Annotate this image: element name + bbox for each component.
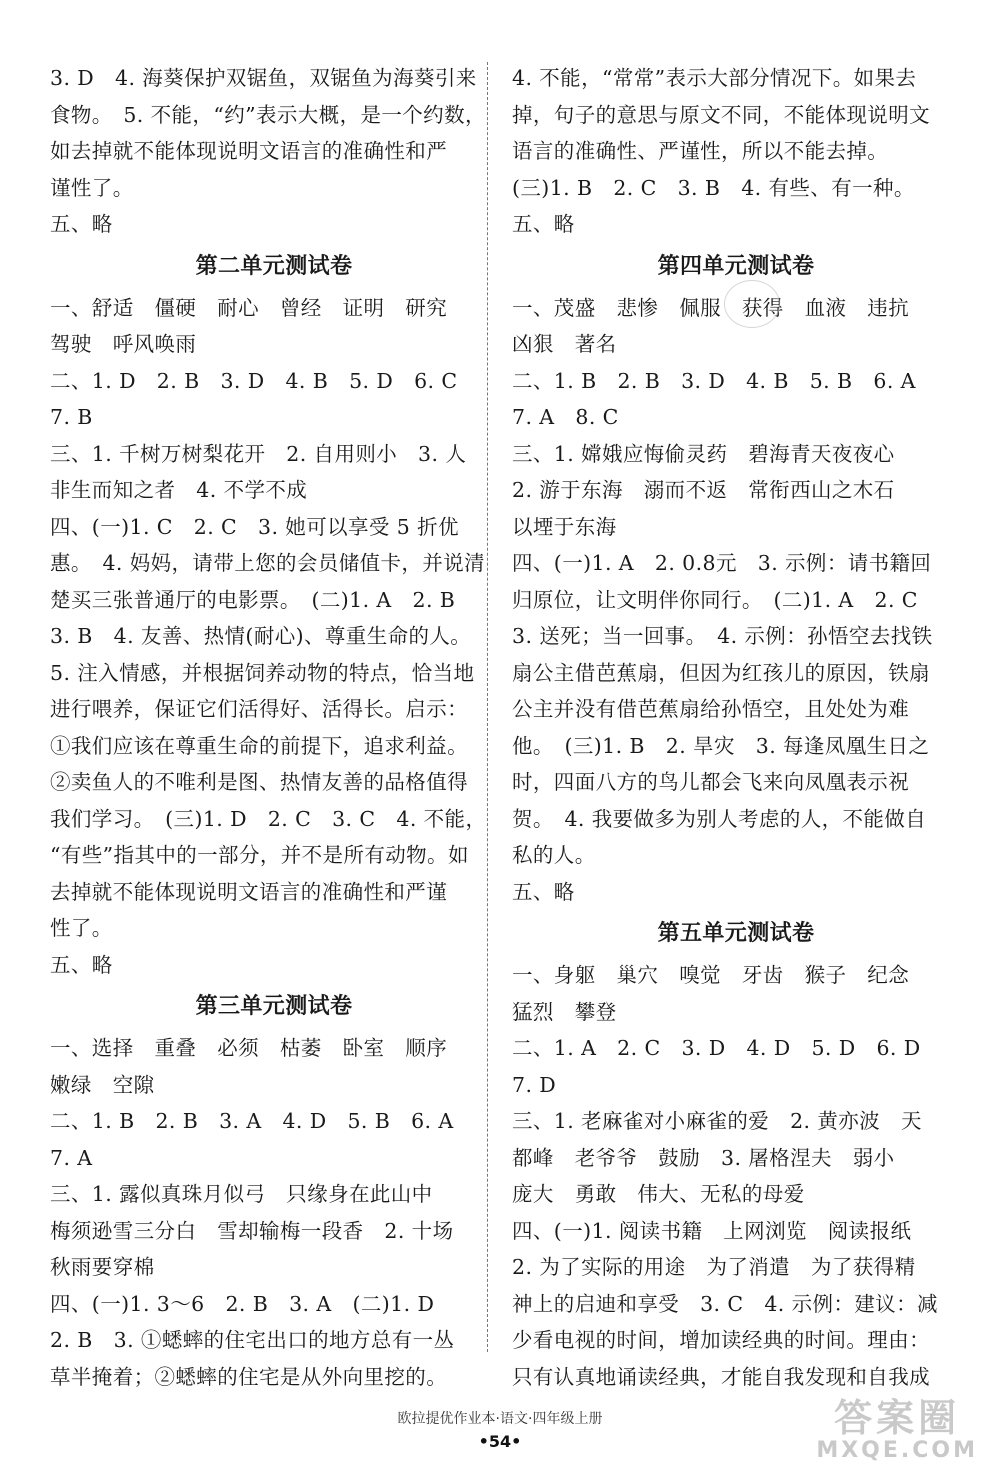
watermark-text: 答案圈 — [834, 1396, 961, 1440]
answer-line: 食物。 5. 不能，“约”表示大概，是一个约数， — [50, 102, 486, 127]
watermark-url: MXQE.COM — [816, 1438, 978, 1463]
answer-line: 二、1. A 2. C 3. D 4. D 5. D 6. D — [512, 1036, 921, 1060]
footer-book-info: 欧拉提优作业本·语文·四年级上册 — [397, 1411, 603, 1427]
seal-stamp — [724, 280, 780, 328]
answer-line: 一、舒适 僵硬 耐心 曾经 证明 研究 — [50, 295, 448, 320]
answer-line: 4. 不能，“常常”表示大部分情况下。如果去 — [512, 66, 917, 90]
answer-line: 他。 (三)1. B 2. 旱灾 3. 每逢凤凰生日之 — [512, 733, 930, 758]
answer-line: 3. B 4. 友善、热情(耐心)、尊重生命的人。 — [50, 624, 472, 648]
answer-line: 一、茂盛 悲惨 佩服 获得 血液 违抗 — [512, 295, 910, 320]
answer-line: 二、1. B 2. B 3. A 4. D 5. B 6. A — [50, 1109, 454, 1133]
answer-line: 四、(一)1. A 2. 0.8元 3. 示例：请书籍回 — [512, 551, 932, 575]
answer-line: 二、1. B 2. B 3. D 4. B 5. B 6. A — [512, 368, 916, 393]
answer-line: 四、(一)1. C 2. C 3. 她可以享受 5 折优 — [50, 514, 459, 539]
answer-line: 五、略 — [512, 879, 575, 904]
answer-line: 我们学习。 (三)1. D 2. C 3. C 4. 不能， — [50, 806, 487, 831]
answer-line: 三、1. 嫦娥应悔偷灵药 碧海青天夜夜心 — [512, 441, 895, 466]
answer-line: 谨性了。 — [50, 175, 134, 200]
answer-line: 少看电视的时间，增加读经典的时间。理由： — [512, 1328, 930, 1352]
answer-line: 7. D — [512, 1072, 557, 1097]
answer-line: 3. D 4. 海葵保护双锯鱼，双锯鱼为海葵引来 — [50, 66, 477, 90]
column-divider — [487, 62, 488, 1352]
answer-line: 四、(一)1. 阅读书籍 上网浏览 阅读报纸 — [512, 1218, 912, 1243]
left-column — [50, 60, 498, 1395]
answer-line: 私的人。 — [512, 843, 596, 867]
answer-line: 草半掩着；②蟋蟀的住宅是从外向里挖的。 — [50, 1364, 448, 1389]
answer-line: 2. 为了实际的用途 为了消遣 为了获得精 — [512, 1255, 916, 1279]
answer-line: 三、1. 千树万树梨花开 2. 自用则小 3. 人 — [50, 441, 467, 466]
answer-line: 去掉就不能体现说明文语言的准确性和严谨 — [50, 879, 448, 904]
answer-line: 3. 送死；当一回事。 4. 示例：孙悟空去找铁 — [512, 624, 933, 648]
watermark-logo — [816, 1398, 978, 1463]
answer-line: 五、略 — [512, 212, 575, 236]
answer-line: 语言的准确性、严谨性，所以不能去掉。 — [512, 139, 889, 163]
section-title: 第二单元测试卷 — [195, 252, 353, 279]
answer-line: 7. A 8. C — [512, 405, 619, 429]
answer-line: 2. B 3. ①蟋蟀的住宅出口的地方总有一丛 — [50, 1328, 455, 1352]
answer-line: 非生而知之者 4. 不学不成 — [50, 478, 308, 502]
answer-line: 时，四面八方的鸟儿都会飞来向凤凰表示祝 — [512, 770, 910, 794]
answer-line: “有些”指其中的一部分，并不是所有动物。如 — [50, 843, 469, 867]
answer-line: 三、1. 露似真珠月似弓 只缘身在此山中 — [50, 1182, 433, 1206]
answer-line: 7. B — [50, 405, 93, 429]
answer-line: 二、1. D 2. B 3. D 4. B 5. D 6. C — [50, 368, 458, 393]
answer-line: 神上的启迪和享受 3. C 4. 示例：建议：减 — [512, 1291, 938, 1316]
answer-line: 梅须逊雪三分白 雪却输梅一段香 2. 十场 — [50, 1218, 454, 1243]
answer-line: 5. 注入情感，并根据饲养动物的特点，恰当地 — [50, 660, 475, 685]
answer-line: 7. A — [50, 1145, 93, 1170]
answer-line: 五、略 — [50, 212, 113, 236]
answer-line: 驾驶 呼风唤雨 — [50, 332, 197, 356]
answer-line: 公主并没有借芭蕉扇给孙悟空，且处处为难 — [512, 697, 910, 721]
answer-line: 猛烈 攀登 — [512, 999, 617, 1024]
answer-line: 一、选择 重叠 必须 枯萎 卧室 顺序 — [50, 1036, 448, 1060]
answer-line: 只有认真地诵读经典，才能自我发现和自我成 — [512, 1364, 930, 1389]
answer-line: ①我们应该在尊重生命的前提下，追求利益。 — [50, 733, 468, 758]
answer-line: (三)1. B 2. C 3. B 4. 有些、有一种。 — [512, 175, 915, 200]
answer-line: 庞大 勇敢 伟大、无私的母爱 — [512, 1182, 805, 1206]
answer-line: 都峰 老爷爷 鼓励 3. 屠格涅夫 弱小 — [512, 1145, 895, 1170]
answer-line: 楚买三张普通厅的电影票。 (二)1. A 2. B — [50, 587, 456, 612]
section-title: 第五单元测试卷 — [657, 920, 815, 946]
answer-line: 贺。 4. 我要做多为别人考虑的人，不能做自 — [512, 806, 927, 831]
answer-line: 扇公主借芭蕉扇，但因为红孩儿的原因，铁扇 — [512, 660, 930, 685]
answer-line: 三、1. 老麻雀对小麻雀的爱 2. 黄亦波 天 — [512, 1109, 922, 1133]
answer-line: 秋雨要穿棉 — [50, 1255, 155, 1279]
answer-line: 以堙于东海 — [512, 514, 617, 539]
answer-line: 2. 游于东海 溺而不返 常衔西山之木石 — [512, 478, 895, 502]
section-title: 第三单元测试卷 — [195, 993, 353, 1019]
answer-line: 如去掉就不能体现说明文语言的准确性和严 — [50, 139, 448, 163]
answer-line: 凶狠 著名 — [512, 332, 617, 356]
page-number: •54• — [478, 1432, 522, 1451]
answer-line: 归原位，让文明伴你同行。 (二)1. A 2. C — [512, 587, 918, 612]
answer-line: 一、身躯 巢穴 嗅觉 牙齿 猴子 纪念 — [512, 963, 910, 987]
answer-line: ②卖鱼人的不唯利是图、热情友善的品格值得 — [50, 770, 468, 794]
answer-line: 掉，句子的意思与原文不同，不能体现说明文 — [512, 102, 930, 127]
answer-line: 惠。 4. 妈妈，请带上您的会员储值卡，并说清 — [50, 551, 486, 575]
answer-line: 进行喂养，保证它们活得好、活得长。启示： — [50, 697, 468, 721]
section-title: 第四单元测试卷 — [657, 252, 815, 279]
answer-line: 嫩绿 空隙 — [50, 1072, 155, 1097]
answer-line: 四、(一)1. 3～6 2. B 3. A (二)1. D — [50, 1291, 435, 1316]
right-column — [512, 60, 960, 1395]
answer-line: 性了。 — [50, 916, 113, 940]
answer-line: 五、略 — [50, 952, 113, 977]
